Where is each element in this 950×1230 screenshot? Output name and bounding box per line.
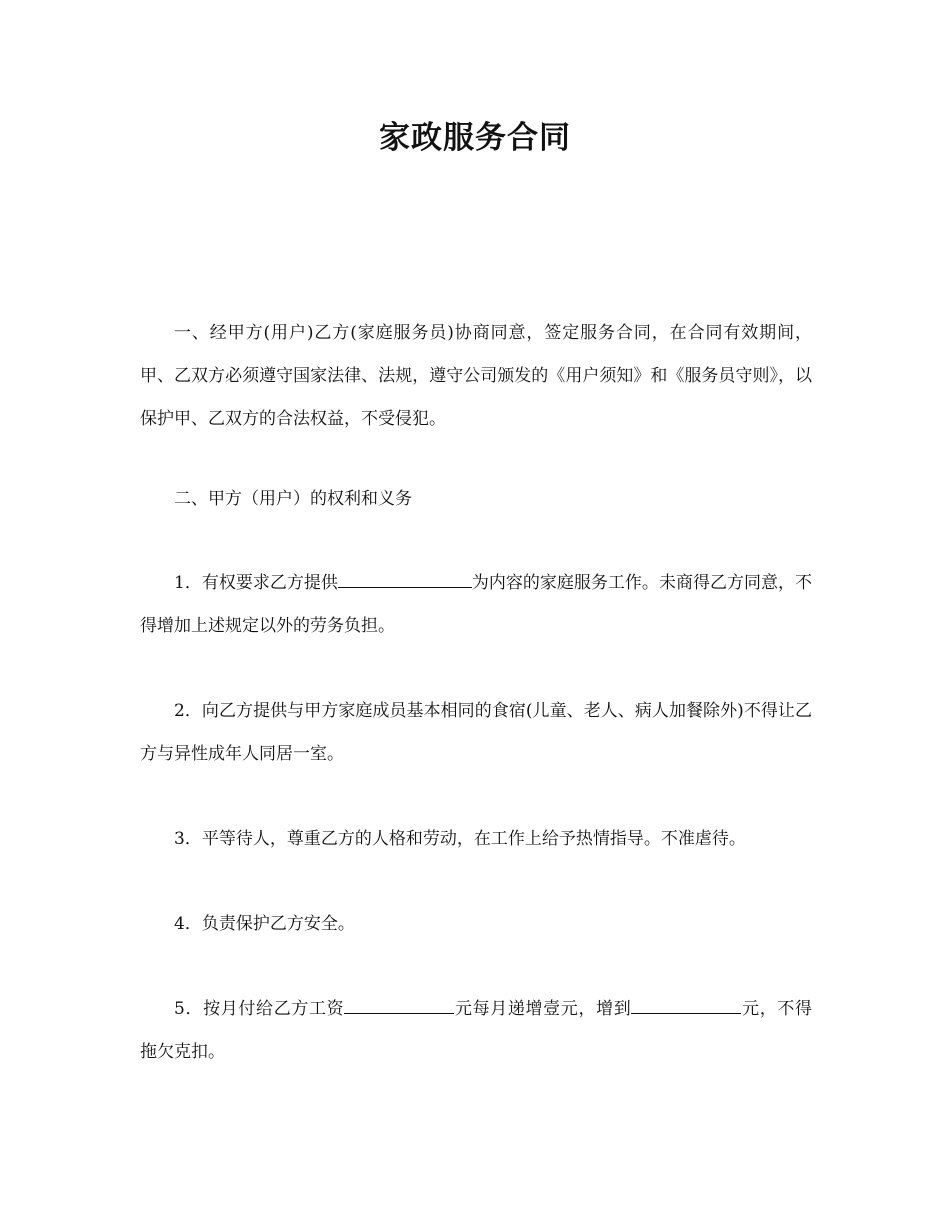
- item-1-text-b: 为内容的家庭服务工作。未商得乙方同意，不得增加上述规定以外的劳务负担。: [140, 573, 812, 636]
- item-1-paragraph: [140, 562, 812, 648]
- document-title: 家政服务合同: [379, 120, 571, 156]
- item-5-paragraph: [140, 988, 812, 1074]
- item-2-paragraph: 2．向乙方提供与甲方家庭成员基本相同的食宿(儿童、老人、病人加餐除外)不得让乙方与异性成年人同居一室。: [140, 701, 812, 764]
- fill-blank-monthly-wage: [344, 999, 454, 1014]
- clause-1-paragraph: 一、经甲方(用户)乙方(家庭服务员)协商同意，签定服务合同，在合同有效期间，甲、乙双方必须遵守国家法律、法规，遵守公司颁发的《用户须知》和《服务员守则》，以保护甲、乙双方的合法权益，不受侵犯。: [140, 323, 812, 429]
- item-3-paragraph: 3．平等待人，尊重乙方的人格和劳动，在工作上给予热情指导。不准虐待。: [174, 829, 746, 849]
- item-1-text-a: 1．有权要求乙方提供: [174, 573, 338, 593]
- item-4-paragraph: 4．负责保护乙方安全。: [174, 914, 355, 934]
- item-5-text-a: 5．按月付给乙方工资: [174, 999, 345, 1019]
- section-2-heading: 二、甲方（用户）的权利和义务: [174, 489, 412, 509]
- item-5-text-b: 元每月递增壹元，增到: [454, 999, 632, 1019]
- fill-blank-max-wage: [631, 999, 741, 1014]
- fill-blank-service-content: [338, 573, 472, 588]
- item-5-text-c: 元，不得拖欠克扣。: [140, 999, 813, 1062]
